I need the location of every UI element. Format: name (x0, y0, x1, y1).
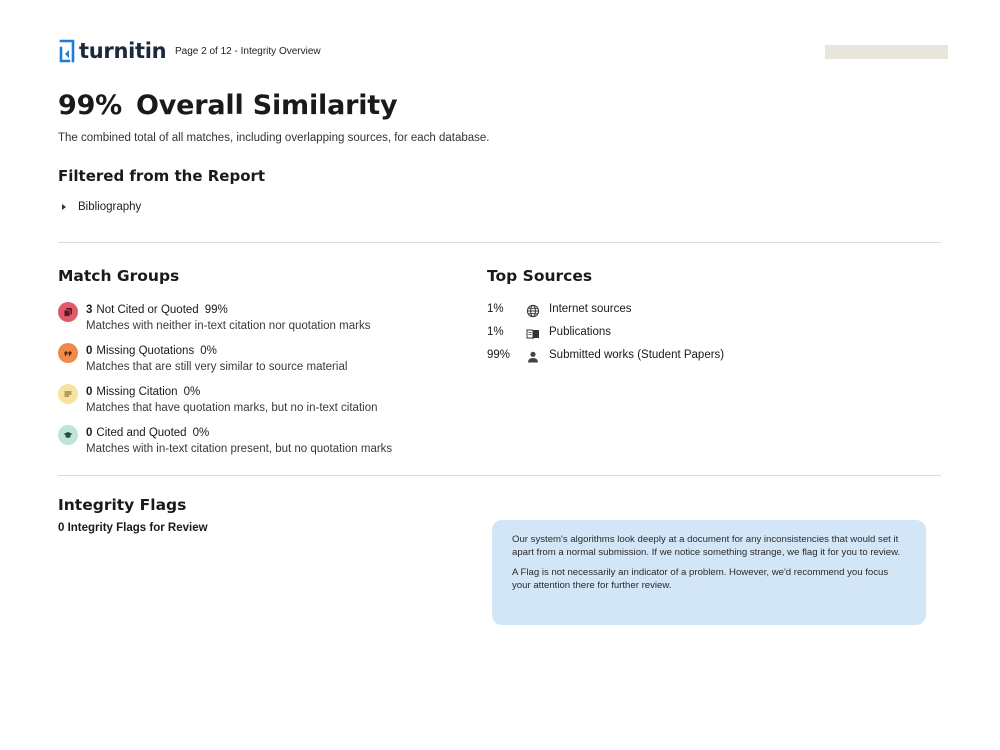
turnitin-logo (58, 38, 166, 64)
match-group-missing-citation (58, 384, 478, 420)
match-group-desc: Matches that are still very similar to source material (86, 361, 348, 373)
divider (58, 475, 941, 476)
globe-icon (526, 304, 540, 318)
person-icon (526, 350, 540, 364)
match-group-label: Not Cited or Quoted (96, 304, 199, 316)
filtered-item-bibliography[interactable] (62, 201, 141, 213)
match-group-percent: 99% (204, 304, 228, 316)
top-source-label: Publications (549, 326, 612, 338)
info-paragraph: A Flag is not necessarily an indicator of a problem. However, we'd recommend you focus your attention there for further review. (512, 567, 889, 591)
top-source-percent: 1% (487, 303, 504, 315)
not-cited-icon (58, 302, 78, 322)
integrity-info-box (492, 520, 926, 625)
top-source-submitted (487, 349, 787, 365)
overall-similarity-label: Overall Similarity (136, 90, 398, 121)
match-group-label: Cited and Quoted (96, 427, 187, 439)
match-group-desc: Matches with neither in-text citation nor quotation marks (86, 320, 371, 332)
top-sources-heading: Top Sources (487, 267, 593, 285)
caret-right-icon (62, 204, 66, 210)
info-paragraph: Our system's algorithms look deeply at a document for any inconsistencies that would set it apart from a normal submission. If we notice something strange, we flag it for you to review. (512, 534, 901, 558)
filtered-item-label: Bibliography (78, 201, 142, 213)
match-group-count: 0 (86, 427, 93, 439)
match-group-percent: 0% (192, 427, 210, 439)
match-group-not-cited (58, 302, 478, 338)
top-source-percent: 99% (487, 349, 511, 361)
graduation-cap-icon (58, 425, 78, 445)
match-group-cited-quoted (58, 425, 478, 461)
page-title (58, 90, 397, 121)
overall-similarity-percent: 99% (58, 90, 123, 121)
top-source-internet (487, 303, 787, 319)
match-group-label: Missing Quotations (96, 345, 195, 357)
top-source-label: Submitted works (Student Papers) (549, 349, 725, 361)
divider (58, 242, 941, 243)
match-group-count: 3 (86, 304, 93, 316)
top-source-label: Internet sources (549, 303, 632, 315)
quote-icon (58, 343, 78, 363)
match-groups-heading: Match Groups (58, 267, 180, 285)
header-redacted-bar (825, 45, 948, 59)
match-group-count: 0 (86, 345, 93, 357)
match-group-percent: 0% (183, 386, 201, 398)
lines-icon (58, 384, 78, 404)
match-group-count: 0 (86, 386, 93, 398)
filtered-heading: Filtered from the Report (58, 167, 266, 185)
integrity-flags-count: 0 Integrity Flags for Review (58, 522, 208, 534)
page-info: Page 2 of 12 - Integrity Overview (175, 46, 321, 57)
match-group-desc: Matches with in-text citation present, but no quotation marks (86, 443, 393, 455)
integrity-flags-heading: Integrity Flags (58, 496, 187, 514)
page-subtitle: The combined total of all matches, including overlapping sources, for each database. (58, 132, 490, 144)
top-source-publications (487, 326, 787, 342)
match-group-missing-quotations (58, 343, 478, 379)
page-header (58, 38, 948, 68)
top-source-percent: 1% (487, 326, 504, 338)
match-group-desc: Matches that have quotation marks, but no in-text citation (86, 402, 378, 414)
brand-name: turnitin (79, 39, 167, 63)
match-group-percent: 0% (200, 345, 217, 357)
book-icon (526, 327, 540, 341)
turnitin-logo-icon (58, 38, 76, 64)
match-group-label: Missing Citation (96, 386, 178, 398)
